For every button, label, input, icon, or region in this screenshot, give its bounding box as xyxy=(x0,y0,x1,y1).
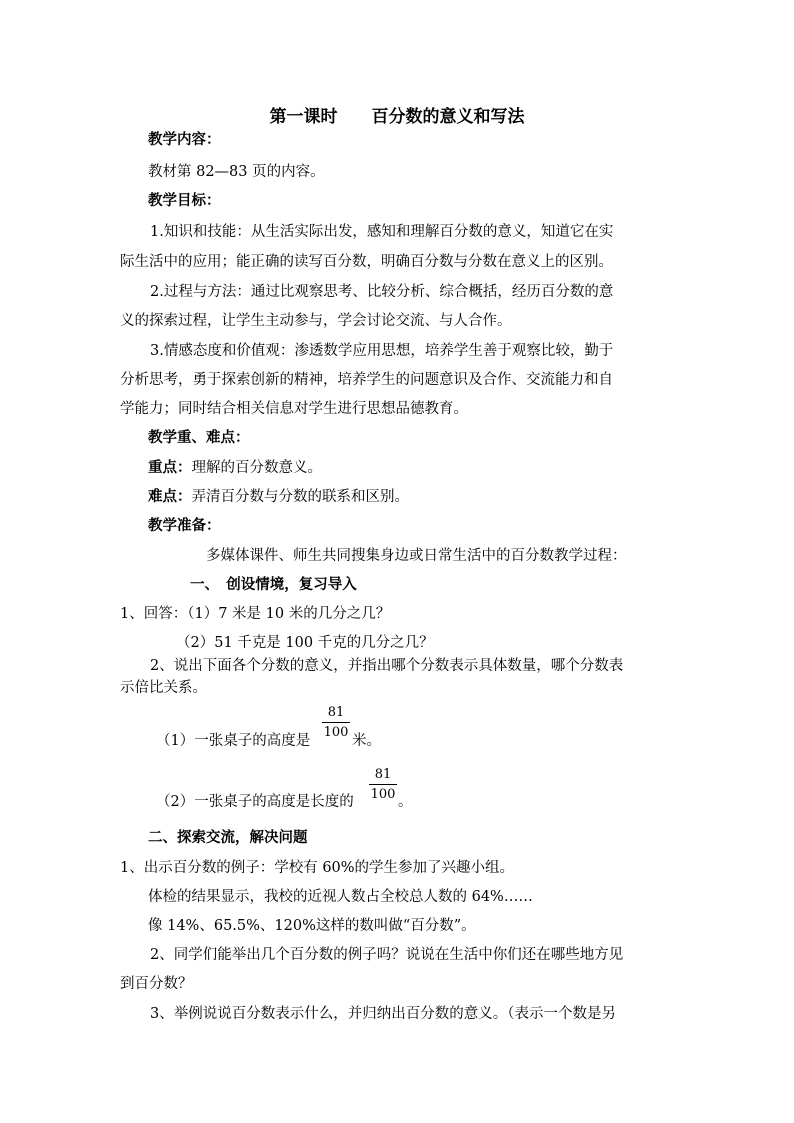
objective-2-line-2: 义的探索过程，让学生主动参与，学会讨论交流、与人合作。 xyxy=(120,313,512,329)
example-1-prefix: （1）一张桌子的高度是 xyxy=(156,733,311,749)
keypoint-line xyxy=(148,458,322,478)
content-heading: 教学内容： xyxy=(148,131,221,148)
fraction-bar xyxy=(322,722,350,723)
example-2-prefix: （2）一张桌子的高度是长度的 xyxy=(156,794,354,810)
question-1a: 1、回答：（1）7 米是 10 米的几分之几？ xyxy=(120,606,391,622)
example-2-suffix: 。 xyxy=(398,794,413,810)
objective-3-line-1: 3.情感态度和价值观：渗透数学应用思想，培养学生善于观察比较，勤于 xyxy=(150,343,614,359)
fraction-numerator: 81 xyxy=(374,767,392,782)
difficulty-line xyxy=(148,487,409,507)
prep-text: 多媒体课件、师生共同搜集身边或日常生活中的百分数教学过程： xyxy=(206,548,627,564)
prep-heading: 教学准备： xyxy=(148,517,221,534)
keypoint-text: 理解的百分数意义。 xyxy=(191,460,322,476)
fraction-denominator: 100 xyxy=(323,725,349,740)
section-2-p3: 像 14%、65.5%、120%这样的数叫做“百分数”。 xyxy=(148,918,476,934)
fraction-denominator: 100 xyxy=(370,787,396,802)
objective-3-line-2: 分析思考，勇于探索创新的精神，培养学生的问题意识及合作、交流能力和自 xyxy=(120,372,613,388)
difficulty-text: 弄清百分数与分数的联系和区别。 xyxy=(191,489,409,505)
question-1b: （2）51 千克是 100 千克的几分之几？ xyxy=(176,635,434,651)
section-2-p4-line-2: 到百分数？ xyxy=(120,976,193,992)
content-text: 教材第 82—83 页的内容。 xyxy=(148,164,325,180)
example-1-suffix: 米。 xyxy=(352,733,381,749)
question-2-line-1: 2、说出下面各个分数的意义，并指出哪个分数表示具体数量，哪个分数表 xyxy=(150,658,624,674)
section-1-heading: 一、 创设情境，复习导入 xyxy=(190,576,357,593)
fraction-81-100-b xyxy=(369,767,397,803)
keypoints-heading: 教学重、难点： xyxy=(148,429,250,446)
page-title: 第一课时 百分数的意义和写法 xyxy=(269,107,525,127)
section-2-p1: 1、出示百分数的例子：学校有 60%的学生参加了兴趣小组。 xyxy=(120,860,515,876)
keypoint-label: 重点： xyxy=(148,459,192,476)
objective-3-line-3: 学能力；同时结合相关信息对学生进行思想品德教育。 xyxy=(120,401,468,417)
objectives-heading: 教学目标： xyxy=(148,192,221,209)
objective-1-line-2: 际生活中的应用；能正确的读写百分数，明确百分数与分数在意义上的区别。 xyxy=(120,254,613,270)
section-2-p4-line-1: 2、同学们能举出几个百分数的例子吗？说说在生活中你们还在哪些地方见 xyxy=(150,947,624,963)
fraction-numerator: 81 xyxy=(327,705,345,720)
section-2-p2: 体检的结果显示，我校的近视人数占全校总人数的 64%…… xyxy=(148,889,533,905)
difficulty-label: 难点： xyxy=(148,488,192,505)
question-2-line-2: 示倍比关系。 xyxy=(120,680,207,696)
fraction-81-100-a xyxy=(322,705,350,741)
objective-1-line-1: 1.知识和技能：从生活实际出发，感知和理解百分数的意义，知道它在实 xyxy=(150,224,614,240)
objective-2-line-1: 2.过程与方法：通过比观察思考、比较分析、综合概括，经历百分数的意 xyxy=(150,284,614,300)
fraction-bar xyxy=(369,784,397,785)
section-2-heading: 二、探索交流，解决问题 xyxy=(148,829,308,846)
section-2-p5: 3、举例说说百分数表示什么，并归纳出百分数的意义。（表示一个数是另 xyxy=(150,1006,616,1022)
